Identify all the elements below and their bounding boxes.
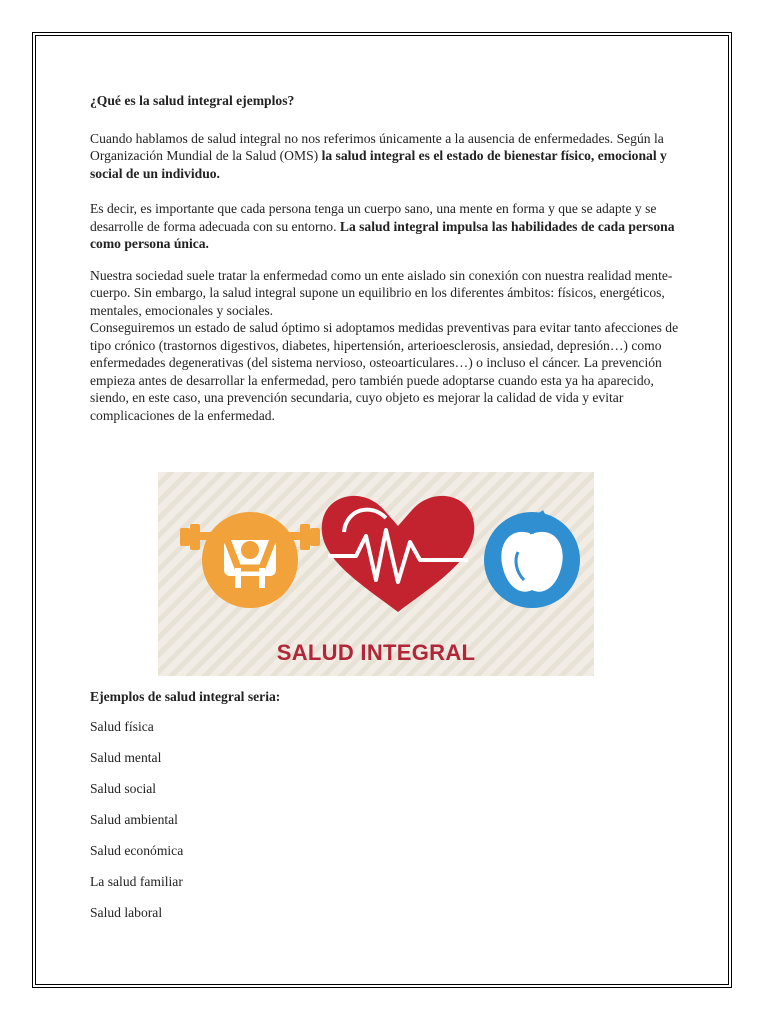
paragraph-bold-text: la salud integral es el estado de bienestar físico, emocional y social de un individuo. <box>90 148 667 181</box>
paragraph-adaptation <box>90 200 680 253</box>
list-item: Salud laboral <box>90 905 163 920</box>
heart-pulse-icon <box>322 496 475 612</box>
paragraph-text: Es decir, es importante que cada persona tenga un cuerpo sano, una mente en forma y que se adapte y se desarrolle de forma adecuada con su entorno. <box>90 201 657 234</box>
paragraph-bold-text: La salud integral impulsa las habilidades de cada persona como persona única. <box>90 218 675 251</box>
image-icons <box>158 472 594 642</box>
paragraph-text: Cuando hablamos de salud integral no nos referimos únicamente a la ausencia de enfermedades. Según la Organización Mundial de la Salud (OMS) <box>90 130 664 163</box>
examples-section <box>90 688 280 935</box>
examples-title: Ejemplos de salud integral seria: <box>90 689 281 704</box>
paragraph-society: Nuestra sociedad suele tratar la enfermedad como un ente aislado sin conexión con nuestra realidad mente-cuerpo. Sin embargo, la salud integral supone un equilibrio en los diferentes ámbitos: físicos, energéticos, mentales, emocionales y sociales. <box>90 267 673 318</box>
document-heading: ¿Qué es la salud integral ejemplos? <box>90 93 295 108</box>
paragraph-oms-definition <box>90 130 680 183</box>
list-item: Salud social <box>90 781 157 796</box>
list-item: Salud ambiental <box>90 812 178 827</box>
apple-icon <box>484 512 580 608</box>
document-body <box>90 92 680 424</box>
image-caption: SALUD INTEGRAL <box>276 640 476 665</box>
paragraph-prevention: Conseguiremos un estado de salud óptimo si adoptamos medidas preventivas para evitar tanto afecciones de tipo crónico (trastornos digestivos, diabetes, hipertensión, arterioesclerosis, ansiedad, depresión…) como enfermedades degenerativas (del sistema nervioso, osteoarticulares…) o incluso el cáncer. La prevención empieza antes de desarrollar la enfermedad, pero también puede adoptarse cuando esta ya ha aparecido, siendo, en este caso, una prevención secundaria, cuyo objeto es mejorar la calidad de vida y evitar complicaciones de la enfermedad. <box>90 320 679 423</box>
list-item: Salud física <box>90 719 154 734</box>
weightlifter-icon <box>180 512 320 608</box>
list-item: La salud familiar <box>90 874 183 889</box>
list-item: Salud mental <box>90 750 162 765</box>
list-item: Salud económica <box>90 843 184 858</box>
salud-integral-image <box>158 472 594 676</box>
